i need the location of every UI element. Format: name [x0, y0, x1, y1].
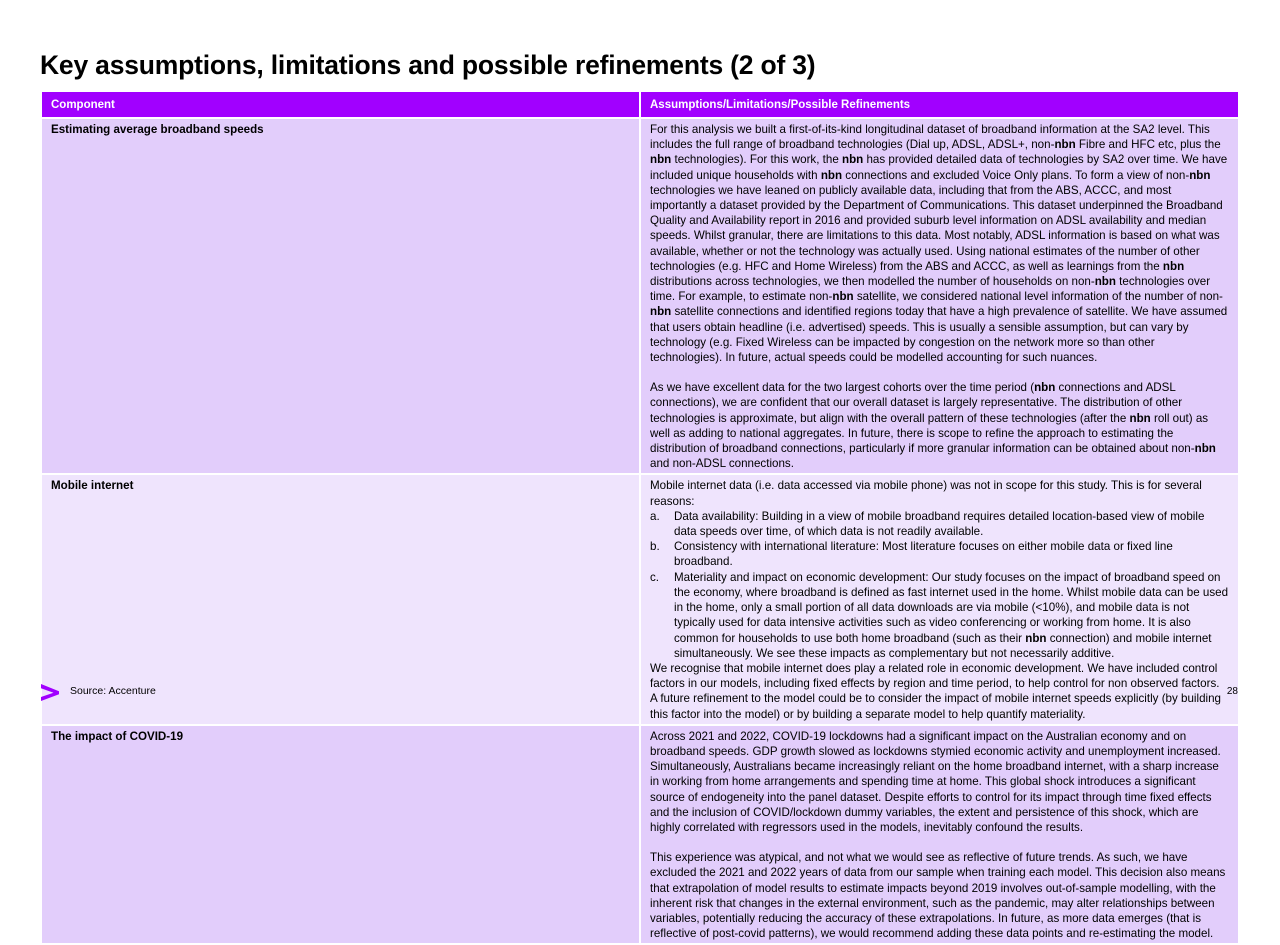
paragraph: This experience was atypical, and not what we would see as reflective of future trends. As such, we have excluded the 2021 and 2022 years of data from our sample when training each model. This decision also means that extrapolation of model results to estimate impacts beyond 2019 involves out-of-sample modelling, with the inherent risk that changes in the external environment, such as the pandemic, may alter relationships between variables, potentially reducing the accuracy of these extrapolations. In future, as more data emerges (that is reflective of post-covid patterns), we would recommend adding these data points and re-estimating the model.: [650, 851, 1226, 941]
table-row: [41, 118, 1239, 474]
list-item: [650, 570, 1229, 661]
paragraph: For this analysis we built a first-of-its-kind longitudinal dataset of broadband information at the SA2 level. This includes the full range of broadband technologies (Dial up, ADSL, ADSL+, non-nbn Fibre and HFC etc, plus the nbn technologies). For this work, the nbn has provided detailed data of technologies by SA2 over time. We have included unique households with nbn connections and excluded Voice Only plans. To form a view of non-nbn technologies we have leaned on publicly available data, including that from the ABS, ACCC, and most importantly a dataset provided by the Department of Communications. This dataset underpinned the Broadband Quality and Availability report in 2016 and provided suburb level information on ADSL availability and median speeds. Whilst granular, there are limitations to this data. Most notably, ADSL information is based on what was available, whether or not the technology was actually used. Using national estimates of the number of other technologies (e.g. HFC and Home Wireless) from the ABS and ACCC, as well as learnings from the nbn distributions across technologies, we then modelled the number of households on non-nbn technologies over time. For example, to estimate non-nbn satellite, we considered national level information of the number of non-nbn satellite connections and identified regions today that have a high prevalence of satellite. We have assumed that users obtain headline (i.e. advertised) speeds. This is usually a sensible assumption, but can vary by technology (e.g. Fixed Wireless can be impacted by congestion on the network more so than other technologies). In future, actual speeds could be modelled accounting for such nuances.: [650, 123, 1228, 365]
source-note: Source: Accenture: [70, 685, 156, 697]
list-item-text: Consistency with international literature: Most literature focuses on either mobile data or fixed line broadband.: [674, 540, 1173, 569]
paragraph: We recognise that mobile internet does play a related role in economic development. We have included control factors in our models, including fixed effects by region and time period, to help control for non observed factors. A future refinement to the model could be to consider the impact of mobile internet speeds explicitly (by building this factor into the model) or by building a separate model to help quantify materiality.: [650, 661, 1221, 721]
list-marker: c.: [650, 570, 660, 584]
row-description: [640, 118, 1239, 474]
row-description: [640, 474, 1239, 724]
page-number: 28: [1226, 686, 1238, 697]
row-description: [640, 725, 1239, 945]
table-row: [41, 725, 1239, 945]
header-assumptions: Assumptions/Limitations/Possible Refinements: [640, 91, 1239, 118]
paragraph: Mobile internet data (i.e. data accessed via mobile phone) was not in scope for this study. This is for several reasons:: [650, 479, 1202, 508]
list-marker: b.: [650, 540, 660, 554]
list-item-text: Materiality and impact on economic development: Our study focuses on the impact of broadband speed on the economy, where broadband is defined as fast internet used in the home. Whilst mobile data can be used in the home, only a small portion of all data downloads are via mobile (<10%), and mobile data is not typically used for data intensive activities such as video conferencing or working from home. It is also common for households to use both home broadband (such as their nbn connection) and mobile internet simultaneously. We see these impacts as complementary but not necessarily additive.: [674, 570, 1229, 660]
assumptions-table: [40, 90, 1240, 945]
row-component-label: Estimating average broadband speeds: [41, 118, 640, 474]
slide-title: Key assumptions, limitations and possible refinements (2 of 3): [40, 50, 816, 80]
paragraph: As we have excellent data for the two largest cohorts over the time period (nbn connections and ADSL connections), we are confident that our overall dataset is largely representative. The distribution of other technologies is approximate, but align with the overall pattern of these technologies (after the nbn roll out) as well as adding to national aggregates. In future, there is scope to refine the approach to estimating the distribution of broadband connections, particularly if more granular information can be obtained about non-nbn and non-ADSL connections.: [650, 381, 1216, 471]
table-row: [41, 474, 1239, 724]
table-header-row: [41, 91, 1239, 118]
paragraph: Across 2021 and 2022, COVID-19 lockdowns had a significant impact on the Australian economy and on broadband speeds. GDP growth slowed as lockdowns stymied economic activity and unemployment increased. Simultaneously, Australians became increasingly reliant on the home broadband internet, with a sharp increase in working from home arrangements and spending time at home. This global shock introduces a significant source of endogeneity into the panel dataset. Despite efforts to control for its impact through time fixed effects and the inclusion of COVID/lockdown dummy variables, the extent and persistence of this shock, which are highly correlated with regressors used in the models, inevitably confound the results.: [650, 729, 1221, 834]
list-marker: a.: [650, 509, 660, 523]
header-component: Component: [41, 91, 640, 118]
accenture-chevron-icon: [40, 682, 60, 702]
row-component-label: Mobile internet: [41, 474, 640, 724]
list-item: [650, 539, 1229, 569]
list-item-text: Data availability: Building in a view of mobile broadband requires detailed location-based view of mobile data speeds over time, of which data is not readily available.: [674, 509, 1205, 539]
list-item: [650, 509, 1229, 539]
row-component-label: The impact of COVID-19: [41, 725, 640, 945]
reasons-list: [650, 509, 1229, 661]
